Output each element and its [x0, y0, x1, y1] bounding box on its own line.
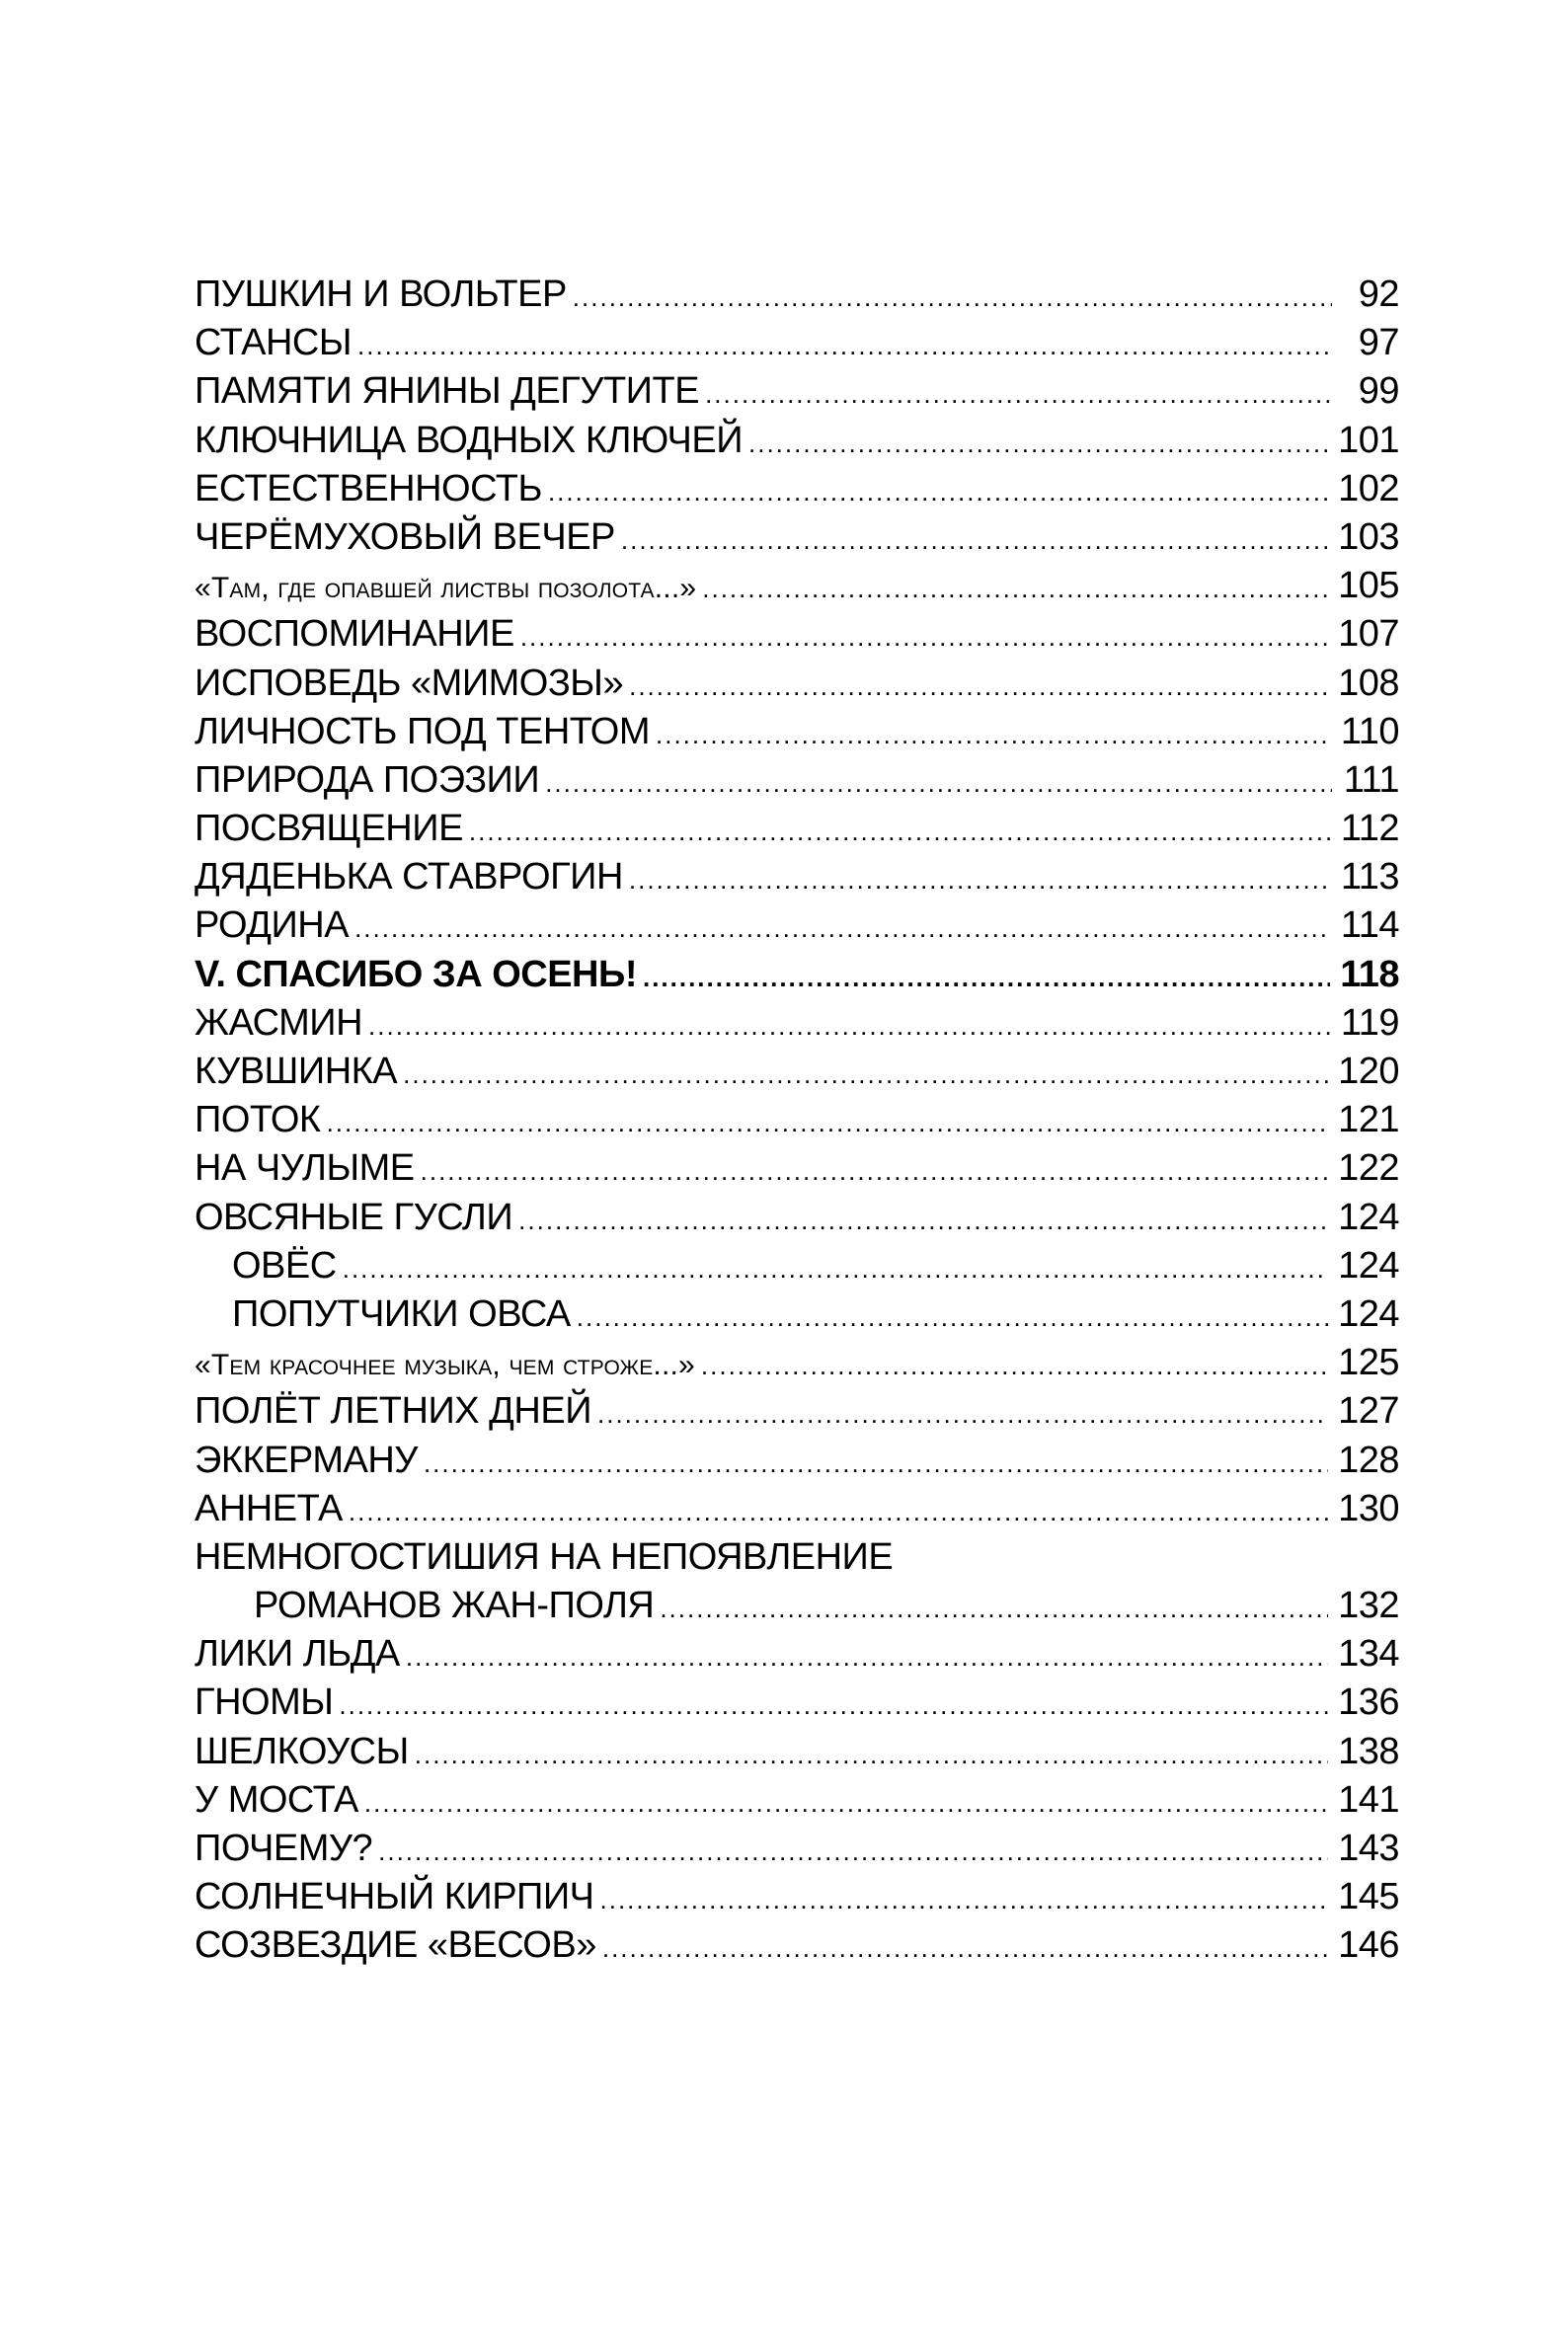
- toc-subentry: [195, 1242, 1399, 1290]
- toc-entry: [195, 1096, 1399, 1144]
- toc-entry-page: 122: [1338, 1147, 1399, 1190]
- toc-leader-dots: [339, 1681, 1328, 1730]
- toc-entry-title: ПОЛЁТ ЛЕТНИХ ДНЕЙ: [195, 1390, 592, 1433]
- toc-subentry: [195, 1290, 1399, 1339]
- toc-entry-page: 145: [1338, 1876, 1399, 1918]
- toc-entry: [195, 271, 1399, 319]
- toc-entry: [195, 660, 1399, 708]
- toc-entry: [195, 1679, 1399, 1727]
- toc-leader-dots: [354, 904, 1331, 953]
- toc-entry-page: 92: [1358, 273, 1399, 315]
- toc-entry-page: 97: [1358, 322, 1399, 364]
- toc-entry-title: ОВСЯНЫЕ ГУСЛИ: [195, 1196, 513, 1238]
- toc-entry-title: РОДИНА: [195, 904, 350, 947]
- toc-entry: [195, 1437, 1399, 1485]
- toc-entry: [195, 708, 1399, 756]
- toc-leader-dots: [403, 1051, 1328, 1099]
- toc-entry: [195, 756, 1399, 805]
- toc-entry-page: 136: [1338, 1681, 1399, 1724]
- toc-leader-dots: [577, 1293, 1328, 1342]
- toc-entry-page: 141: [1338, 1778, 1399, 1821]
- toc-entry-page: 110: [1340, 710, 1399, 752]
- toc-entry: [195, 1776, 1399, 1825]
- toc-entry: [195, 901, 1399, 950]
- toc-entry-title: СОЛНЕЧНЫЙ КИРПИЧ: [195, 1876, 594, 1918]
- toc-entry-page: 99: [1358, 370, 1399, 413]
- toc-entry-page: 130: [1338, 1487, 1399, 1529]
- toc-entry-title: ЕСТЕСТВЕННОСТЬ: [195, 467, 542, 509]
- toc-leader-dots: [378, 1828, 1328, 1876]
- toc-entry-page: 124: [1338, 1292, 1399, 1335]
- toc-entry-page: 108: [1338, 662, 1399, 704]
- toc-entry: [195, 610, 1399, 659]
- toc-leader-dots: [424, 1440, 1328, 1488]
- toc-leader-dots: [702, 565, 1328, 613]
- toc-entry-page: 103: [1338, 515, 1399, 558]
- toc-leader-dots: [343, 1245, 1328, 1293]
- toc-entry-page: 124: [1338, 1196, 1399, 1238]
- toc-entry: [195, 1194, 1399, 1242]
- toc-entry-page: 107: [1338, 613, 1399, 656]
- toc-entry: [195, 1144, 1399, 1193]
- table-of-contents: [195, 271, 1399, 1971]
- toc-leader-dots: [421, 1147, 1328, 1196]
- toc-leader-dots: [349, 1488, 1328, 1536]
- toc-entry-title: ЭККЕРМАНУ: [195, 1439, 418, 1481]
- toc-entry-page: 113: [1340, 856, 1399, 898]
- toc-entry: [195, 1533, 1399, 1582]
- toc-entry-title: ОВЁС: [232, 1244, 337, 1287]
- toc-entry-page: 124: [1338, 1244, 1399, 1287]
- toc-entry-title: ПУШКИН И ВОЛЬТЕР: [195, 273, 567, 315]
- toc-leader-dots: [548, 468, 1328, 516]
- toc-leader-dots: [520, 613, 1328, 662]
- toc-entry-title: АННЕТА: [195, 1487, 343, 1529]
- toc-leader-dots: [629, 663, 1328, 711]
- toc-entry-title: ЛИЧНОСТЬ ПОД ТЕНТОМ: [195, 710, 651, 752]
- toc-entry-title: ЖАСМИН: [195, 1001, 363, 1044]
- toc-entry: [195, 805, 1399, 853]
- toc-leader-dots: [656, 711, 1331, 759]
- toc-entry: [195, 1630, 1399, 1679]
- toc-entry: [195, 367, 1399, 416]
- toc-entry-title: ГНОМЫ: [195, 1681, 334, 1724]
- toc-entry: [195, 1387, 1399, 1436]
- toc-entry: [195, 1921, 1399, 1970]
- toc-entry-continuation: [195, 1582, 1399, 1630]
- toc-entry-title: У МОСТА: [195, 1778, 358, 1821]
- toc-entry-page: 101: [1338, 419, 1399, 461]
- toc-entry-page: 111: [1343, 758, 1399, 801]
- toc-entry-page: 105: [1338, 565, 1399, 607]
- toc-entry-title: ПОПУТЧИКИ ОВСА: [232, 1292, 571, 1335]
- toc-entry-title: «Там, где опавшей листвы позолота...»: [195, 572, 697, 605]
- toc-leader-dots: [748, 420, 1328, 468]
- toc-entry-title: ВОСПОМИНАНИЕ: [195, 613, 514, 656]
- toc-entry-page: 132: [1338, 1585, 1399, 1627]
- toc-leader-dots: [701, 1342, 1328, 1390]
- toc-entry-page: 118: [1340, 953, 1399, 995]
- toc-entry: [195, 1339, 1399, 1387]
- toc-entry-page: 134: [1338, 1633, 1399, 1676]
- toc-leader-dots: [368, 1002, 1331, 1051]
- toc-entry-title: ПАМЯТИ ЯНИНЫ ДЕГУТИТЕ: [195, 370, 700, 413]
- toc-entry-title: ПРИРОДА ПОЭЗИИ: [195, 758, 540, 801]
- toc-leader-dots: [629, 856, 1331, 904]
- toc-entry-page: 125: [1338, 1342, 1399, 1384]
- toc-leader-dots: [621, 516, 1328, 565]
- toc-leader-dots: [545, 759, 1332, 808]
- toc-entry-title: НА ЧУЛЫМЕ: [195, 1147, 415, 1190]
- toc-entry-page: 127: [1338, 1390, 1399, 1433]
- toc-leader-dots: [597, 1390, 1328, 1439]
- toc-entry-page: 112: [1340, 808, 1399, 850]
- toc-entry: [195, 1825, 1399, 1873]
- toc-entry-title: «Тем красочнее музыка, чем строже...»: [195, 1349, 695, 1382]
- toc-leader-dots: [357, 322, 1332, 370]
- toc-leader-dots: [705, 370, 1332, 419]
- toc-entry-page: 121: [1338, 1099, 1399, 1141]
- toc-entry: [195, 562, 1399, 610]
- toc-leader-dots: [600, 1876, 1329, 1924]
- toc-entry-page: 119: [1340, 1001, 1399, 1044]
- toc-leader-dots: [643, 954, 1330, 1002]
- toc-entry-title: ЧЕРЁМУХОВЫЙ ВЕЧЕР: [195, 515, 615, 558]
- toc-entry: [195, 999, 1399, 1048]
- toc-leader-dots: [415, 1731, 1328, 1779]
- toc-entry-page: 102: [1338, 467, 1399, 509]
- toc-entry-title: КУВШИНКА: [195, 1051, 398, 1092]
- toc-entry-title: ПОТОК: [195, 1099, 321, 1141]
- toc-entry-page: 128: [1338, 1439, 1399, 1481]
- toc-leader-dots: [602, 1924, 1328, 1973]
- toc-entry-title: ПОЧЕМУ?: [195, 1828, 373, 1869]
- toc-entry-title: ДЯДЕНЬКА СТАВРОГИН: [195, 856, 623, 898]
- toc-entry-title: ШЕЛКОУСЫ: [195, 1730, 409, 1772]
- toc-entry-title: РОМАНОВ ЖАН-ПОЛЯ: [254, 1585, 655, 1627]
- toc-entry-title: V. СПАСИБО ЗА ОСЕНЬ!: [195, 953, 637, 995]
- toc-entry-title: ИСПОВЕДЬ «МИМОЗЫ»: [195, 662, 624, 704]
- toc-section-heading: [195, 951, 1399, 999]
- toc-entry: [195, 853, 1399, 901]
- toc-entry: [195, 465, 1399, 513]
- toc-leader-dots: [406, 1633, 1328, 1681]
- toc-entry-title: КЛЮЧНИЦА ВОДНЫХ КЛЮЧЕЙ: [195, 419, 744, 461]
- toc-entry-title: ПОСВЯЩЕНИЕ: [195, 808, 463, 850]
- toc-entry-title: НЕМНОГОСТИШИЯ НА НЕПОЯВЛЕНИЕ: [195, 1535, 894, 1578]
- toc-leader-dots: [518, 1197, 1328, 1245]
- toc-leader-dots: [573, 273, 1332, 322]
- toc-entry: [195, 1728, 1399, 1776]
- toc-entry: [195, 417, 1399, 465]
- toc-entry-title: СОЗВЕЗДИЕ «ВЕСОВ»: [195, 1924, 596, 1967]
- toc-leader-dots: [364, 1779, 1328, 1828]
- toc-entry-title: ЛИКИ ЛЬДА: [195, 1633, 400, 1676]
- toc-entry: [195, 1485, 1399, 1533]
- toc-entry: [195, 1048, 1399, 1096]
- toc-entry-page: 146: [1338, 1924, 1399, 1967]
- toc-entry-page: 143: [1338, 1828, 1399, 1869]
- toc-leader-dots: [469, 808, 1331, 856]
- toc-entry: [195, 513, 1399, 562]
- toc-entry-page: 138: [1338, 1730, 1399, 1772]
- toc-leader-dots: [327, 1099, 1329, 1147]
- toc-entry: [195, 319, 1399, 367]
- toc-entry-page: 120: [1338, 1051, 1399, 1092]
- toc-entry-title: СТАНСЫ: [195, 322, 353, 364]
- toc-entry: [195, 1873, 1399, 1921]
- toc-leader-dots: [660, 1585, 1328, 1633]
- toc-entry-page: 114: [1340, 904, 1399, 947]
